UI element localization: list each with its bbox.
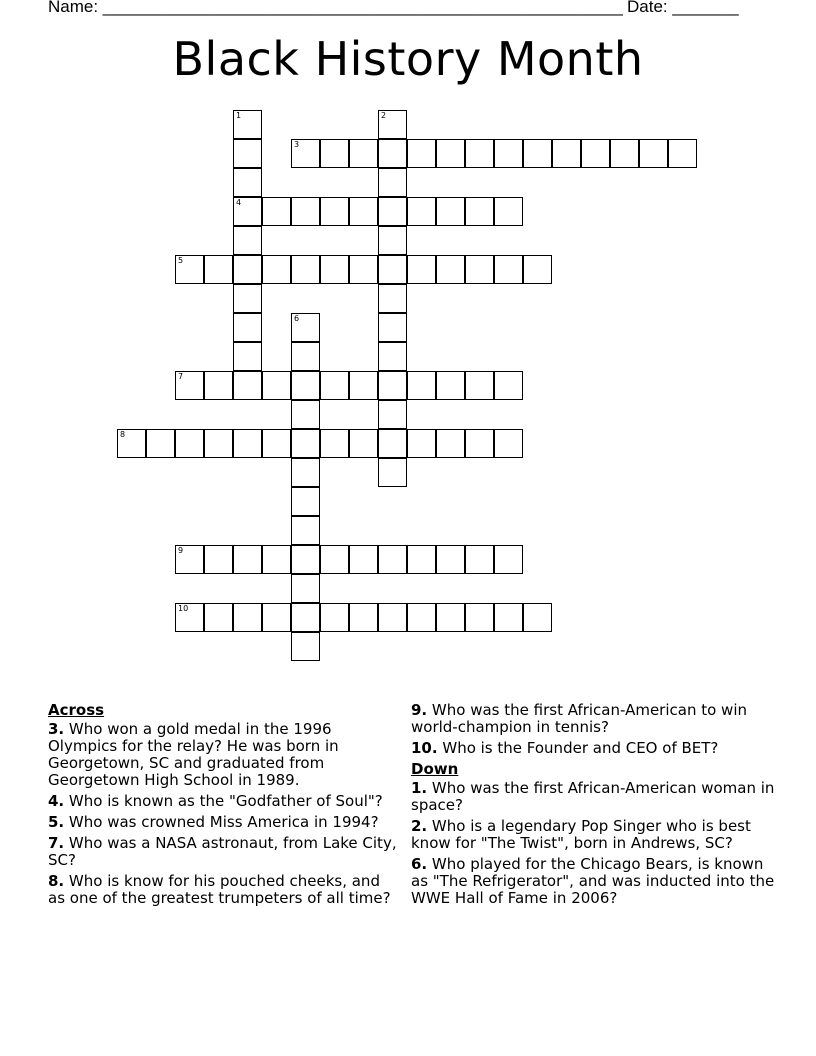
clue-across-9: 9. Who was the first African-American to win world-champion in tennis? [411,701,748,736]
clue-number: 5 [178,256,184,265]
crossword-cell[interactable] [291,139,320,168]
crossword-cell[interactable] [291,458,320,487]
crossword-cell[interactable] [320,603,349,632]
crossword-cell[interactable] [291,574,320,603]
crossword-cell[interactable] [233,313,262,342]
crossword-cell[interactable] [436,255,465,284]
clue-number: 2 [381,111,387,120]
crossword-cell[interactable] [233,603,262,632]
crossword-cell[interactable] [581,139,610,168]
crossword-cell[interactable] [494,429,523,458]
crossword-cell[interactable] [233,284,262,313]
crossword-cell[interactable] [436,371,465,400]
crossword-cell[interactable] [320,139,349,168]
crossword-cell[interactable] [349,197,378,226]
crossword-cell[interactable] [465,197,494,226]
crossword-cell[interactable] [262,545,291,574]
crossword-cell[interactable] [291,632,320,661]
crossword-cell[interactable] [233,226,262,255]
crossword-cell[interactable] [349,603,378,632]
date-field-label: Date: _______ [627,0,739,16]
crossword-cell[interactable] [204,255,233,284]
crossword-cell[interactable] [320,371,349,400]
crossword-cell[interactable] [378,197,407,226]
crossword-cell[interactable] [407,139,436,168]
crossword-cell[interactable] [523,255,552,284]
crossword-cell[interactable] [407,429,436,458]
crossword-cell[interactable] [233,429,262,458]
crossword-cell[interactable] [233,545,262,574]
crossword-cell[interactable] [378,226,407,255]
crossword-cell[interactable] [204,603,233,632]
crossword-cell[interactable] [291,603,320,632]
crossword-cell[interactable] [233,110,262,139]
crossword-cell[interactable] [320,255,349,284]
crossword-cell[interactable] [378,313,407,342]
clue-across-5: 5. Who was crowned Miss America in 1994? [48,813,379,831]
crossword-cell[interactable] [436,545,465,574]
crossword-cell[interactable] [291,429,320,458]
crossword-cell[interactable] [175,545,204,574]
crossword-cell[interactable] [175,603,204,632]
clue-number: 6 [294,314,300,323]
crossword-cell[interactable] [262,371,291,400]
crossword-cell[interactable] [378,371,407,400]
crossword-cell[interactable] [146,429,175,458]
page-title: Black History Month [172,32,644,86]
crossword-cell[interactable] [378,342,407,371]
crossword-cell[interactable] [349,429,378,458]
crossword-cell[interactable] [204,429,233,458]
crossword-cell[interactable] [233,371,262,400]
clue-across-7: 7. Who was a NASA astronaut, from Lake City, SC? [48,834,397,869]
crossword-cell[interactable] [291,313,320,342]
crossword-cell[interactable] [291,516,320,545]
crossword-cell[interactable] [262,197,291,226]
crossword-cell[interactable] [291,400,320,429]
crossword-cell[interactable] [233,168,262,197]
crossword-cell[interactable] [465,545,494,574]
crossword-cell[interactable] [262,429,291,458]
crossword-cell[interactable] [668,139,697,168]
crossword-cell[interactable] [407,255,436,284]
across-heading: Across [48,701,105,719]
crossword-cell[interactable] [465,255,494,284]
crossword-cell[interactable] [465,139,494,168]
crossword-cell[interactable] [610,139,639,168]
crossword-cell[interactable] [494,545,523,574]
crossword-cell[interactable] [378,284,407,313]
crossword-cell[interactable] [204,545,233,574]
clue-number: 8 [120,430,126,439]
clue-number: 4 [236,198,242,207]
clues-column-left [48,702,398,911]
clue-down-6: 6. Who played for the Chicago Bears, is known as "The Refrigerator", and was inducted into the WWE Hall of Fame in 2006? [411,855,775,907]
crossword-cell[interactable] [175,429,204,458]
crossword-cell[interactable] [436,197,465,226]
crossword-cell[interactable] [320,197,349,226]
crossword-cell[interactable] [378,603,407,632]
crossword-cell[interactable] [494,139,523,168]
clue-across-4: 4. Who is known as the "Godfather of Soul"? [48,792,383,810]
crossword-cell[interactable] [378,110,407,139]
crossword-cell[interactable] [233,342,262,371]
clue-number: 7 [178,372,184,381]
crossword-cell[interactable] [407,371,436,400]
crossword-cell[interactable] [349,139,378,168]
crossword-cell[interactable] [436,429,465,458]
crossword-cell[interactable] [378,168,407,197]
crossword-cell[interactable] [407,603,436,632]
clue-across-8: 8. Who is know for his pouched cheeks, and as one of the greatest trumpeters of all time? [48,872,391,907]
clue-down-2: 2. Who is a legendary Pop Singer who is best know for "The Twist", born in Andrews, SC? [411,817,751,852]
crossword-cell[interactable] [291,371,320,400]
crossword-cell[interactable] [494,371,523,400]
crossword-cell[interactable] [494,197,523,226]
crossword-cell[interactable] [378,545,407,574]
crossword-cell[interactable] [291,255,320,284]
crossword-cell[interactable] [378,429,407,458]
crossword-cell[interactable] [204,371,233,400]
crossword-cell[interactable] [175,255,204,284]
crossword-cell[interactable] [349,545,378,574]
crossword-cell[interactable] [175,371,204,400]
crossword-cell[interactable] [436,139,465,168]
name-field-label: Name: _______________________________________________________ [48,0,623,16]
crossword-cell[interactable] [291,545,320,574]
crossword-cell[interactable] [320,429,349,458]
crossword-cell[interactable] [407,197,436,226]
down-heading: Down [411,760,459,778]
crossword-cell[interactable] [349,371,378,400]
clue-across-10: 10. Who is the Founder and CEO of BET? [411,739,719,757]
crossword-cell[interactable] [465,603,494,632]
crossword-cell[interactable] [494,255,523,284]
clue-number: 1 [236,111,242,120]
crossword-cell[interactable] [320,545,349,574]
crossword-cell[interactable] [349,255,378,284]
crossword-cell[interactable] [233,255,262,284]
crossword-cell[interactable] [523,603,552,632]
clue-number: 9 [178,546,184,555]
crossword-cell[interactable] [436,603,465,632]
crossword-cell[interactable] [117,429,146,458]
clue-down-1: 1. Who was the first African-American woman in space? [411,779,775,814]
clue-number: 3 [294,140,300,149]
crossword-cell[interactable] [233,139,262,168]
clues-column-right [411,702,781,911]
clue-number: 10 [178,604,189,613]
crossword-cell[interactable] [378,139,407,168]
clue-across-3: 3. Who won a gold medal in the 1996 Olympics for the relay? He was born in Georgetown, SC and graduated from Georgetown High School in 1989. [48,720,339,789]
crossword-cell[interactable] [465,371,494,400]
crossword-cell[interactable] [233,197,262,226]
crossword-cell[interactable] [378,458,407,487]
crossword-cell[interactable] [407,545,436,574]
crossword-cell[interactable] [262,255,291,284]
crossword-cell[interactable] [262,603,291,632]
crossword-cell[interactable] [378,255,407,284]
crossword-cell[interactable] [291,197,320,226]
crossword-cell[interactable] [523,139,552,168]
crossword-cell[interactable] [291,342,320,371]
crossword-cell[interactable] [378,400,407,429]
crossword-cell[interactable] [639,139,668,168]
crossword-cell[interactable] [494,603,523,632]
crossword-cell[interactable] [291,487,320,516]
crossword-cell[interactable] [552,139,581,168]
crossword-cell[interactable] [465,429,494,458]
